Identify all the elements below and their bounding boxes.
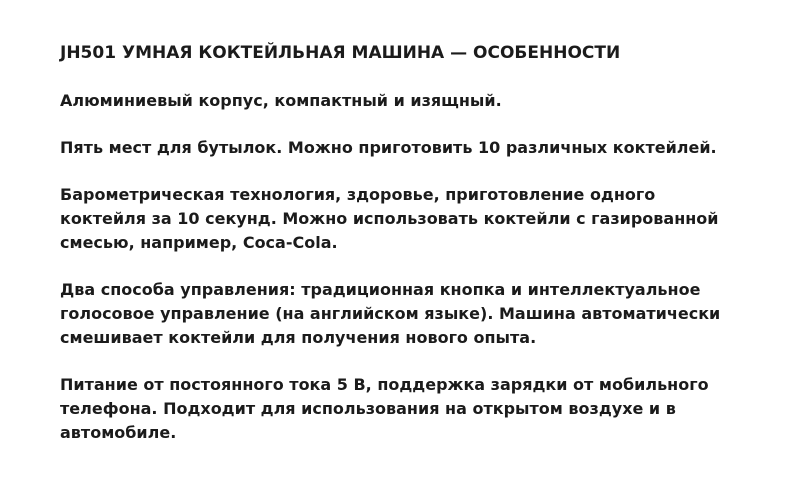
- feature-paragraph-power: Питание от постоянного тока 5 В, поддержка зарядки от мобильного телефона. Подходит для использования на открытом воздухе и в автомобиле.: [60, 375, 709, 442]
- feature-paragraph-body: Алюминиевый корпус, компактный и изящный.: [60, 91, 502, 110]
- feature-paragraph-technology: Барометрическая технология, здоровье, приготовление одного коктейля за 10 секунд. Можно использовать коктейли с газированной смесью, например, Coca-Cola.: [60, 185, 719, 252]
- page-title: JH501 УМНАЯ КОКТЕЙЛЬНАЯ МАШИНА — ОСОБЕННОСТИ: [60, 43, 621, 63]
- feature-paragraph-bottles: Пять мест для бутылок. Можно приготовить 10 различных коктейлей.: [60, 138, 717, 157]
- feature-paragraph-control: Два способа управления: традиционная кнопка и интеллектуальное голосовое управление (на английском языке). Машина автоматически смешивает коктейли для получения нового опыта.: [60, 280, 721, 347]
